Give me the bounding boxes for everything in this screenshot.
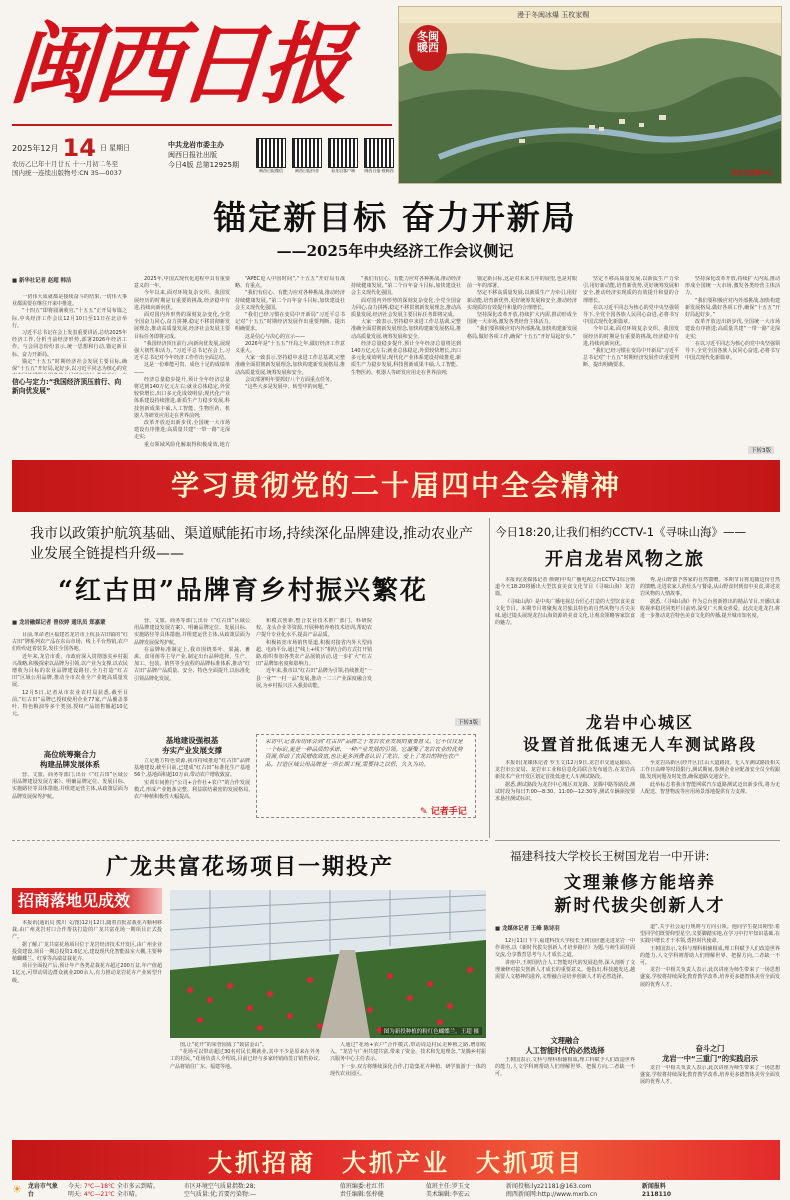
paragraph: 本报讯(龙媒体记者 罗玉文)12月9日,龙岩市交通运输局、龙岩市公安局、龙岩市工业和信息化局联合发布通告,在龙岩高新技术产业开发区划定首批低速无人车测试路段。: [495, 760, 635, 781]
badge-char: 暖: [417, 41, 428, 54]
paragraph: 龙岩一中相关负责人表示,此次讲座为师生带来了一场思想盛宴,学校将持续深化教育教学改革,培养更多德智体美劳全面发展的优秀人才。: [640, 967, 780, 988]
today-temp: 7℃—18℃: [83, 1183, 115, 1190]
photo-caption: 漫于冬闽冰爆 玉枚家赐: [517, 11, 590, 19]
qr-code-icon: [364, 138, 394, 168]
paragraph: 《寻味山海》是中央广播电视总台匠心打造的大型饮食美食文化节目。本期节目将聚焦龙岩独具特色的自然风物与舌尖美味,通过镜头展现龙岩山海资源的美食文化,让观众领略客家饮食的魅力。: [495, 598, 635, 627]
cloud-sun-icon: ☀: [12, 1183, 22, 1196]
air-quality: [184, 1183, 334, 1199]
lead-col-1: [12, 276, 127, 396]
section-divider: [12, 840, 488, 841]
date-day: 14: [62, 134, 96, 162]
paragraph: 实训车间推行“公司+合作社+农户”的合作发展模式,形成产业链条完整、利益联结紧密的发展格局,农户种植积极性大幅提高。: [134, 779, 250, 801]
qr-label: 闽西日报·观闽西: [364, 168, 394, 173]
editor: 美术编辑:李宏云: [425, 1191, 470, 1198]
paragraph: 习近平总书记在会上发表重要讲话,总结2025年经济工作,分析当前经济形势,部署2026年经济工作。与会同志纷纷表示,统一思想和行动,锚定新目标、奋力开新局。: [12, 330, 127, 358]
paragraph: “我们要积极应对内外部挑战,加快构建新发展格局,做好各项工作,确保“十五五”开好局起好步。”: [685, 297, 780, 319]
tech-text: [640, 1065, 780, 1087]
editors-2: [426, 1183, 500, 1199]
subhead-line: 龙岩一中“三重门”的实践启示: [662, 1053, 758, 1063]
badge-char: 西: [428, 41, 439, 54]
lunar-date: 农历乙巳年十月廿五 十一月初二冬至: [12, 160, 119, 168]
tomorrow-label: 明天:: [67, 1191, 82, 1198]
tech-byline: ■ 龙媒体记者 王峰 陈诗羽: [495, 926, 560, 932]
subhead-line: 高位统筹聚合力: [43, 750, 97, 759]
paragraph: 经济总量稳步提升,预计全年经济总量将达到140万亿元左右;就业总体稳定,外贸较快增长,出口多元化成效明显;现代化产业体系建设持续推进,新质生产力稳步发展,科技创新成果丰硕,人工智能、生物医药、机器人等研发应用走在世界前列;: [351, 340, 461, 376]
guanglong-label: 招商落地见成效: [12, 888, 162, 914]
date-weekday: 日 星期日: [99, 144, 131, 152]
paragraph: 这是一份难能可贵、成色十足的成绩单——: [134, 362, 230, 376]
lead-col-6: [583, 276, 679, 448]
air-index: 市区环境空气质量指数:28;: [183, 1183, 256, 1190]
hotline: [642, 1183, 682, 1199]
tech-col-2: [640, 924, 780, 1087]
tomorrow-desc: 全市晴。: [116, 1191, 141, 1198]
paragraph: 据悉,《寻味山海》作为总台创新推出的精品节目,开播以来收视率稳居同类栏目前列,深受广大观众喜爱。此次走进龙岩,将进一步推动龙岩特色美食文化的传播,提升城市知名度。: [640, 598, 780, 620]
today-label: 今天:: [67, 1183, 82, 1190]
paragraph: 项目全面投产后,预计年产各类盆栽花卉超过200万盆,年产值超1亿元,可带动周边群众就业200余人,有力推动龙岩花卉产业转型升级。: [12, 963, 162, 984]
headline-line: 设置首批低速无人车测试路段: [522, 735, 757, 754]
editors-1: [340, 1183, 420, 1199]
hongtian-subhead-2: [134, 736, 250, 756]
pull-quote: 信心与定力:“我国经济顶压前行、向新向优发展”: [12, 378, 122, 395]
paragraph: 讲座中,王树国结合人工智能时代的发展趋势,深入剖析了文理兼修对拔尖创新人才成长的重要意义。他指出,科技越发达,越需要人文精神的滋养,文理融合是培养创新人才的必然选择。: [495, 959, 635, 981]
paragraph: 面对国内外形势的深刻复杂变化,全党全国奋力同心,奋力拼搏,稳定不移贯彻新发展理念,推动高质量发展,经济社会发展主要目标任务即将完成。: [134, 312, 230, 340]
lead-headline: 锚定新目标 奋力开新局: [213, 198, 577, 237]
paragraph: 近年来,我市以“红古田”品牌为引领,持续推进“一县一业”“一村一品”发展,推动一二三产业深度融合发展,为乡村振兴注入强劲动能。: [256, 668, 372, 689]
newspaper-title: 闽西日报: [6, 12, 350, 116]
paragraph: 据了解,广龙共富花场项目位于龙岩经济技术开发区,由广州企业投资建设,项目一期总投资1.6亿元,建设现代化智能温室大棚,主要种植蝴蝶兰、红掌等高端盆栽花卉。: [12, 941, 162, 963]
date-year-month: 2025年12月: [12, 143, 59, 153]
paragraph: 改革开放迈出新步伐,全国统一大市场建设有序推进;高质量共建“一带一路”走深走实;: [134, 420, 230, 441]
paragraph: 在以习近平同志为核心的党中央坚强领导下,全党全国各族人民同心奋进,必将书写中国式现代化新篇章。: [685, 340, 780, 362]
cn-code: 国内统一连续出版物号:CN 35—0037: [12, 169, 122, 177]
lead-byline: ■ 新华社记者 赵超 韩洁: [12, 278, 72, 284]
lead-subhead: ——2025年中央经济工作会议侧记: [276, 242, 514, 260]
photo-caption: 图为新投种植的粉红色蝴蝶兰。王超 摄: [381, 1027, 482, 1035]
hongtian-col-2: [134, 618, 250, 826]
hongtian-byline: ■ 龙岩融媒记者 曾依婷 通讯员 郑嘉蒙: [12, 620, 106, 626]
paragraph: 人通过“花场+农户”合作模式,带动周边村民走种植之路,增加收入。“龙岩与广州共建共富,带来了资金、技术和先进理念。”龙腾乡村振兴服务中心主任表示。: [330, 1042, 486, 1063]
lead-col-5: [467, 276, 577, 448]
paragraph: “我们有信心、有能力应对各种挑战,推动经济持续健康发展。”第二个百年奋斗目标,加快建设社会主义现代化强国。: [351, 276, 461, 297]
today-desc: 全市多云到晴。: [116, 1183, 159, 1190]
top-photo: [398, 6, 782, 184]
qr-wechat[interactable]: [255, 138, 287, 182]
paragraph: “我国经济顶压前行,向新向优发展,展现强大韧性和活力。”习近平总书记在会上,习近平总书记对今年经济工作作出全面总结。: [134, 340, 230, 362]
tech-col-1: [495, 924, 635, 1101]
lead-col-4: [351, 276, 461, 448]
paragraph: 龙岩一中相关负责人表示,此次讲座为师生带来了一场思想盛宴,学校将持续深化教育教学改革,培养更多德智体美劳全面发展的优秀人才。: [640, 1065, 780, 1086]
qr-douyin[interactable]: [291, 138, 323, 182]
qr-client[interactable]: [327, 138, 359, 182]
hongtian-text: [134, 618, 250, 736]
qr-label: 看龙岩客户端: [331, 168, 355, 173]
hongtian-kicker: 我市以政策护航筑基础、渠道赋能拓市场,持续深化品牌建设,推动农业产业发展全链提档升级——: [30, 526, 473, 562]
paragraph: 图,让“花开”的荣誉园成了“致富金山”。: [180, 1042, 267, 1048]
banner-item: 大抓产业: [342, 1147, 450, 1177]
banner-item: 大抓项目: [476, 1147, 584, 1177]
masthead: [6, 8, 392, 120]
badge-char: 闽: [428, 30, 439, 43]
qr-label: 闽西日报抖音: [295, 168, 319, 173]
hotline-label: 新闻报料: [641, 1183, 666, 1190]
guanglong-headline: 广龙共富花场项目一期投产: [105, 854, 394, 880]
paragraph: “这些大多是发展中、转型中的问题。”: [245, 384, 328, 391]
paragraph: 坚定不移高质量发展,以新质生产力牵引,用好新动能,培育新优势,更好统筹发展和安全,推动经济实现质的有效提升和量的合理增长。: [583, 276, 679, 304]
publisher: 闽西日报社出版: [168, 151, 217, 159]
air-level: 空气质量:优;首要污染物:—: [183, 1191, 256, 1198]
drone-headline: [495, 712, 785, 756]
editor: 责任编辑:张梓健: [339, 1191, 384, 1198]
guanglong-col-2: [170, 1042, 320, 1138]
headline-line: 文理兼修方能培养: [564, 873, 716, 893]
cctv-kicker: 今日18:20,让我们相约CCTV-1《寻味山海》——: [495, 525, 747, 539]
jump-link[interactable]: 下转3版: [748, 446, 774, 454]
paragraph: 王树国表示,文科与理科相辅相成,理工科赋予人们改造世界的能力,人文学科则帮助人们理解世界、把握方向,二者缺一不可。: [640, 945, 780, 967]
paragraph: 大家一致表示,坚持稳中求进工作总基调,完整准确全面贯彻新发展理念,加快构建新发展格局,推动高质量发展,统筹发展和安全。: [351, 319, 461, 340]
paragraph: 今年以来,面对环境复杂交织、我国发展经历的时期是有重要的挑战,经济稳中有进,持续向新向优。: [583, 326, 679, 347]
tech-text: [495, 1057, 635, 1101]
paragraph: 营、文旅、商务等部门,出台《“红古田”区域公用品牌建设发展方案》、明确品牌定位、发展目标、实施路径等具体措施,并组建运营主体,从政策层面为品牌发展保驾护航。: [12, 772, 128, 800]
paragraph: 在以习近平同志为核心的党中央坚强领导下,全党全国各族人民同心奋进,必将书写中国式现代化新篇章。: [583, 304, 679, 326]
weather-label: 龙岩市气象台: [27, 1183, 58, 1198]
hongtian-subhead-1: [12, 750, 128, 770]
paragraph: 立足地方特色资源,我市持续推进“红古田”品牌基地建设,截至目前,已建成“红古田”标准化生产基地56个,基地面积超10万亩,带动农户增收致富。: [134, 758, 250, 779]
paragraph: 锚定“十五五”时期经济社会发展主要目标,确保“十五五”开好局,起好步,以习近平同志为核心的党: [12, 358, 127, 373]
headline-line: 龙岩中心城区: [585, 713, 694, 732]
paragraph: “APEC进入中国时间”,“十五五”开好局有战略、有重点。: [235, 276, 345, 290]
website-link[interactable]: 闽西新闻网:http://www.mxrb.cn: [505, 1191, 598, 1198]
hongtian-text: [12, 632, 128, 750]
lead-col-3: [235, 276, 345, 448]
tech-subhead-2: [640, 1044, 780, 1063]
subhead-line: 夯实产业发展支撑: [162, 746, 222, 755]
label-text: 记者手记: [430, 807, 467, 817]
paragraph: 在品牌标准制定上,我市围绕茶叶、果蔬、畜禽、食用菌等主导产业,制定出台品种选择、生产、加工、包装、销售等全流程的品牌标准体系,推动“红古田”品牌产品质量、安全、特色全面提升,以标准化引领品牌化发展。: [134, 646, 250, 682]
paragraph: 秀,是山野馈予客家的自然馈赠。本期节目将追随这份自然的馈赠,走进农家人的灶头与餐桌,从山野食材到盘中美食,讲述龙岩风物的人情故事。: [640, 577, 780, 598]
qr-label: 闽西日报微信: [259, 168, 283, 173]
paragraph: “我们已经习惯在变局中开新局”习近平总书记对“十五五”时期经济发展作出重要判断、提出明确要求。: [583, 348, 679, 369]
paragraph: “我们有信心、有能力应对各种挑战,推动经济持续健康发展。”第二个百年奋斗目标,加快建设社会主义现代化强国。: [235, 290, 345, 311]
paragraph: “十四五”即将圆满收官,“十五五”正开局布篇之际,中央经济工作会议12月10日至11日在北京举行。: [12, 308, 127, 329]
paragraph: 12月5日,记者从市农业农村局获悉,截至目前,“红古田”品牌已授权使用企业77家,产品覆盖茶叶、特色粮油等多个类别,授权产品销售额超10亿元。: [12, 689, 128, 718]
masthead-rule: [12, 124, 392, 126]
paragraph: 会议部署明年要抓好八个方面重点任务。: [245, 376, 336, 383]
publisher-block: [168, 140, 252, 170]
winter-badge: [409, 25, 447, 71]
paragraph: 锚定新目标,这是对未来五年的展望,也是对眼前一年的部署。: [467, 276, 577, 290]
paragraph: 下一步,双方将继续深化合作,打造集花卉种植、研学旅游于一体的现代农业园区。: [330, 1063, 486, 1077]
reporter-note-label: [420, 804, 467, 817]
paragraph: 经济总量稳步提升,预计全年经济总量将达到140万亿元左右;就业总体稳定,外贸较快增长,出口多元化成效明显;现代化产业体系建设持续推进,新质生产力稳步发展,科技创新成果丰硕,人工智能、生物医药、机器人等研发应用走在世界前列;: [134, 376, 230, 419]
greenhouse-image: [170, 890, 486, 1038]
sponsor: 中共龙岩市委主办: [168, 141, 224, 149]
paragraph: 今年以来,面对环境复杂交织、我国发展经历的时期是有重要的挑战,经济稳中有进,持续向新向优。: [134, 290, 230, 311]
paragraph: 王树国表示,文科与理科相辅相成,理工科赋予人们改造世界的能力,人文学科则帮助人们理解世界、把握方向,二者缺一不可。: [495, 1057, 635, 1078]
qr-code-icon: [256, 138, 286, 168]
subhead-line: 基地建设强根基: [165, 736, 219, 745]
bottom-banner: [12, 1140, 780, 1180]
paragraph: 12月11日下午,福建科技大学校长王树国应邀走进龙岩一中作讲座,以《新时代拔尖创新人才培养路径》为题,与师生面对面交流,分享教育思考与人才成长之道。: [495, 938, 635, 959]
column-divider: [489, 518, 490, 838]
paragraph: 道”,关乎社会运行规则与方向引领。他向学生提出期望:希望同学们既要仰望星空,又要脚踏实地,在学习中打牢知识基础,在实践中增长才干本领,勇担时代使命。: [640, 924, 780, 945]
paragraph: 据悉,测试路段为龙岩中心城区双龙路、龙腾中路等路段,测试时段为每日7:00—8:30、11:00—12:30等,测试车辆须按要求悬挂测试标识。: [495, 781, 635, 803]
paragraph: “我们要积极应对内外部挑战,加快构建新发展格局,做好各项工作,确保“十五五”开好局起好步。”: [467, 326, 577, 340]
greenhouse-photo: [170, 890, 486, 1038]
paragraph: 重点领域风险化解取得积极成效,地方: [144, 441, 230, 448]
paragraph: 2026年是“十五五”开局之年,做好经济工作意义重大。: [235, 340, 345, 355]
paragraph: 一切伟大成就都是接续奋斗的结果,一切伟大事业都需要在继往开来中推进。: [12, 294, 127, 308]
drone-col-2: [640, 760, 780, 836]
hongtian-text: [12, 772, 128, 830]
banner-item: 大抓招商: [208, 1147, 316, 1177]
editor: 值班主任:罗玉文: [425, 1183, 470, 1190]
issue-number: 今日4版 总第12925期: [168, 161, 239, 169]
tech-text: [640, 924, 780, 1044]
email-link[interactable]: 新闻投稿:lyz21181@163.com: [505, 1183, 592, 1190]
editor: 值班编委:杜红伟: [339, 1183, 384, 1190]
paragraph: 目前,革命老区福建省龙岩市上杭县古田镇的“红古田”牌系列农产品在东山市场、线上平台热销,农户们纷纷赶着装货,发往全国各地。: [12, 632, 128, 653]
paragraph: 营、文旅、商务等部门,出台《“红古田”区域公用品牌建设发展方案》、明确品牌定位、发展目标、实施路径等具体措施,并组建运营主体,从政策层面为品牌发展保驾护航。: [134, 618, 250, 646]
jump-link[interactable]: 下转3版: [455, 718, 481, 726]
qr-codes: [255, 138, 395, 182]
footer: [12, 1183, 780, 1199]
hongtian-text: [134, 758, 250, 826]
qr-code-icon: [328, 138, 358, 168]
pen-icon: ✎: [420, 807, 428, 817]
paragraph: “花场可以带动超过30名村民长期就业,其中不少是原来在外务工的村民。”花场负责人介绍说,目前已经与多家经销商签订销售协议,产品将销往广东、福建等地。: [170, 1049, 320, 1070]
paragraph: 面对国内外形势的深刻复杂变化,全党全国奋力同心,奋力拼搏,稳定不移贯彻新发展理念,推动高质量发展,经济社会发展主要目标任务即将完成。: [351, 297, 461, 319]
tech-text: [495, 938, 635, 1036]
paragraph: 坚持深化改革开放,持续扩大内需,推动形成全国统一大市场,激发各类经营主体活力。: [685, 276, 780, 297]
paragraph: 积极拓宽市场销售渠道,积极对接省内外大型商超、电商平台,通过“线上+线下”相结合的方式打开销路,组织参加各类农产品展销活动,进一步扩大“红古田”品牌知名度和影响力。: [256, 639, 372, 668]
paragraph: 这是信心与决心的宣示——: [245, 333, 306, 340]
contact: [506, 1183, 636, 1199]
tech-headline: [495, 872, 785, 918]
hotline-number: 2118110: [641, 1191, 672, 1198]
drone-col-1: [495, 760, 635, 836]
hongtian-col-3: [256, 618, 372, 730]
qr-guan[interactable]: [363, 138, 395, 182]
paragraph: 本报讯(龙媒体记者 颜婉)中央广播电视总台CCTV-1综合频道今天18:20将播出大型饮食美食文化节目《寻味山海》龙岩篇。: [495, 577, 635, 598]
subhead-line: 人工智能时代的必然选择: [525, 1045, 605, 1055]
section-divider: [495, 840, 780, 841]
weather-today: [68, 1183, 178, 1199]
tech-kicker: 福建科技大学校长王树国龙岩一中开讲:: [510, 849, 710, 863]
subhead-line: 构建品牌发展体系: [40, 760, 100, 769]
cctv-col-2: [640, 577, 780, 689]
paragraph: 坚持深化改革开放,持续扩大内需,推动形成全国统一大市场,激发各类经营主体活力。: [467, 312, 577, 326]
badge-char: 冬: [417, 30, 428, 43]
guanglong-col-1: [12, 920, 162, 1138]
lead-col-2: [134, 276, 230, 448]
paragraph: “我们已经习惯在变局中开新局”习近平总书记对“十五五”时期经济发展作出重要判断、提出明确要求。: [235, 312, 345, 333]
tomorrow-temp: 4℃—21℃: [83, 1191, 115, 1198]
reporter-note-text: 采访中,记者深切体会到“红古田”品牌之于龙岩农业发展的重要意义。它不仅仅是一个标识,更是一种品质的承诺、一种产业发展的引领。它凝聚了龙岩农业的优势资源,带动了农民增收致富,也让更多消费者认识了龙岩、爱上了龙岩的特色农产品。打造区域公用品牌是一项长期工程,需要持之以恒、久久为功。: [265, 739, 463, 768]
landscape-photo: [399, 7, 782, 184]
paragraph: 本报讯(通讯员 熊川 文/图)12月12日,随着首批盆栽花卉顺利移栽,由广州龙岩对口合作帮扶打造的广龙共富花场一期项目正式投产。: [12, 920, 162, 941]
cctv-headline: 开启龙岩风物之旅: [545, 549, 705, 570]
paragraph: 2025年,中国式现代化进程中具有重要意义的一年。: [134, 276, 230, 290]
lead-text: [12, 294, 127, 374]
paragraph: 坚定不移高质量发展,以新质生产力牵引,用好新动能,培育新优势,更好统筹发展和安全,推动经济实现质的有效提升和量的合理增长。: [467, 290, 577, 311]
cctv-col-1: [495, 577, 635, 689]
tech-subhead-1: [495, 1036, 635, 1055]
theme-banner: 学习贯彻党的二十届四中全会精神: [12, 460, 780, 512]
qr-code-icon: [292, 138, 322, 168]
corner-mark: 龙岩市旅游中心: [730, 170, 773, 177]
paragraph: 大家一致表示,坚持稳中求进工作总基调,完整准确全面贯彻新发展理念,加快构建新发展格局,推动高质量发展,统筹发展和安全。: [235, 355, 345, 376]
paragraph: 和模式创新,整合农业技术推广部门、科研院校、龙头企业等资源,开展种植养殖技术培训,帮助农户提升专业化水平,提高产品品质。: [256, 618, 372, 639]
paragraph: 近年来,龙岩市委、市政府深入贯彻落实乡村振兴战略,积极探索以品牌为引领,以产业为支撑,以农民增收为目标的农业品牌建设路径,全力打造“红古田”区域公用品牌,推动全市农业全产业链高质量发展。: [12, 653, 128, 689]
subhead-line: 奋斗之门: [695, 1044, 725, 1053]
hongtian-col-1: [12, 618, 128, 830]
headline-line: 新时代拔尖创新人才: [554, 896, 726, 916]
guanglong-col-3: [330, 1042, 486, 1138]
lead-col-7: [685, 276, 780, 448]
subhead-line: 文理融合: [550, 1036, 580, 1045]
paragraph: 改革开放迈出新步伐,全国统一大市场建设有序推进;高质量共建“一带一路”走深走实;: [685, 319, 780, 340]
paragraph: 至龙岩高新区(经开区)江山大道路段。无人车测试路段相关工作日高峰等时段限行,测试期间,参测企业应配备安全员全程跟随,发现问题及时处置,确保道路交通安全。: [640, 760, 780, 781]
paragraph: 此举标志着我市智能网联汽车道路测试迈出新步伐,将为无人配送、智慧物流等应用场景落地提供有力支撑。: [640, 781, 780, 795]
hongtian-headline: “红古田”品牌育乡村振兴繁花: [58, 576, 428, 606]
